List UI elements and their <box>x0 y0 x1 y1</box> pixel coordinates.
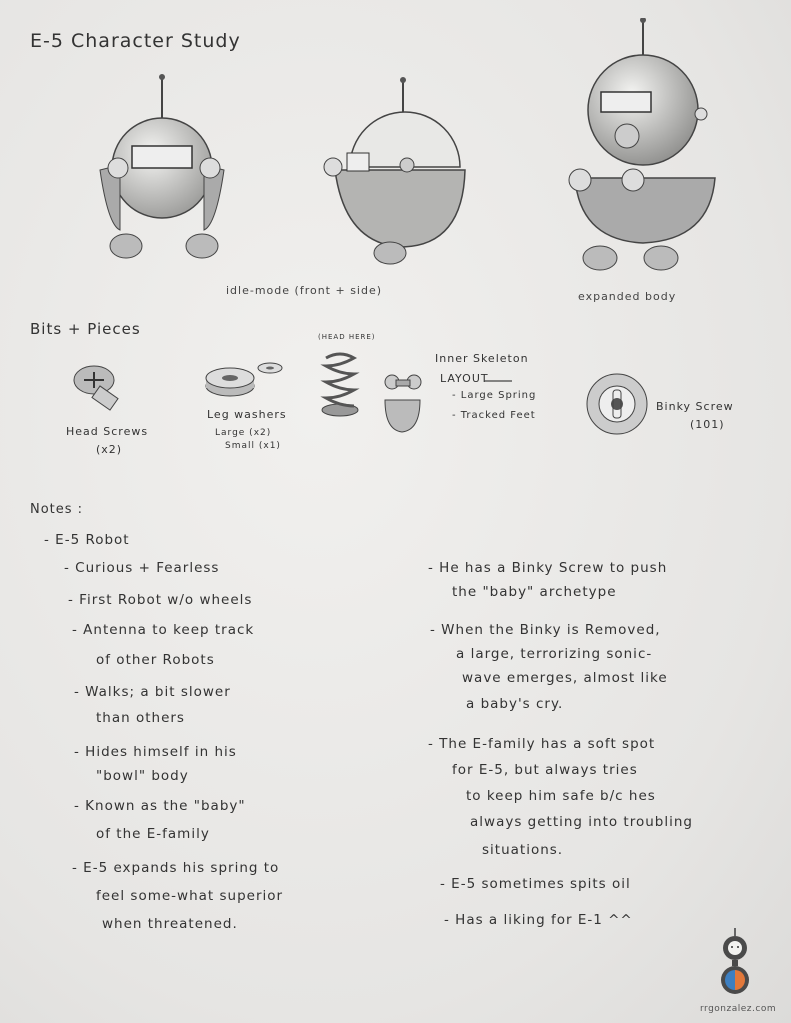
leg-washers-large: Large (x2) <box>215 428 272 438</box>
watermark-text: rrgonzalez.com <box>700 1004 777 1014</box>
note-right-2: - When the Binky is Removed, <box>430 622 661 638</box>
note-right-3: a large, terrorizing sonic- <box>456 646 653 662</box>
note-left-4: of other Robots <box>96 652 215 668</box>
note-right-5: a baby's cry. <box>466 696 564 712</box>
note-right-9: always getting into troubling <box>470 814 693 830</box>
leg-washers-sketch <box>202 352 292 407</box>
notes-heading: Notes : <box>30 502 84 517</box>
note-right-1: the "baby" archetype <box>452 584 617 600</box>
tracked-feet-label: - Tracked Feet <box>452 410 536 421</box>
head-screw-sketch <box>72 360 132 415</box>
spring-sketch <box>318 350 362 420</box>
note-right-6: - The E-family has a soft spot <box>428 736 656 752</box>
binky-screw-sketch <box>585 372 649 436</box>
note-left-9: - Known as the "baby" <box>74 798 246 814</box>
inner-skeleton-sketch <box>380 370 430 436</box>
note-left-6: than others <box>96 710 185 726</box>
note-right-8: to keep him safe b/c hes <box>466 788 656 804</box>
note-right-11: - E-5 sometimes spits oil <box>440 876 631 892</box>
mascot-logo-icon <box>715 928 755 1006</box>
idle-mode-caption: idle-mode (front + side) <box>226 284 383 297</box>
note-left-11: - E-5 expands his spring to <box>72 860 280 876</box>
leg-washers-small: Small (x1) <box>225 441 281 451</box>
note-right-12: - Has a liking for E-1 ^^ <box>444 912 633 928</box>
note-left-1: - Curious + Fearless <box>64 560 220 576</box>
note-left-8: "bowl" body <box>96 768 189 784</box>
layout-label: LAYOUT <box>440 372 489 385</box>
robot-front-sketch <box>90 70 250 270</box>
head-screws-label: Head Screws <box>66 425 149 438</box>
note-left-13: when threatened. <box>102 916 238 932</box>
note-right-7: for E-5, but always tries <box>452 762 638 778</box>
head-here-label: (HEAD HERE) <box>318 333 376 341</box>
expanded-body-caption: expanded body <box>578 290 677 303</box>
binky-screw-label: Binky Screw <box>656 400 734 413</box>
leg-washers-label: Leg washers <box>207 408 287 421</box>
note-left-10: of the E-family <box>96 826 210 842</box>
note-left-2: - First Robot w/o wheels <box>68 592 253 608</box>
layout-underline <box>484 379 514 383</box>
note-right-4: wave emerges, almost like <box>462 670 668 686</box>
note-left-12: feel some-what superior <box>96 888 284 904</box>
robot-side-sketch <box>315 75 475 275</box>
note-right-10: situations. <box>482 842 564 858</box>
note-left-0: - E-5 Robot <box>44 532 130 548</box>
head-screws-qty: (x2) <box>96 443 123 456</box>
note-right-0: - He has a Binky Screw to push <box>428 560 668 576</box>
bits-pieces-heading: Bits + Pieces <box>30 320 141 338</box>
robot-expanded-sketch <box>565 18 725 283</box>
note-left-7: - Hides himself in his <box>74 744 237 760</box>
binky-screw-qty: (101) <box>690 418 725 431</box>
note-left-3: - Antenna to keep track <box>72 622 255 638</box>
page-title: E-5 Character Study <box>30 30 241 52</box>
note-left-5: - Walks; a bit slower <box>74 684 231 700</box>
inner-skeleton-label: Inner Skeleton <box>435 352 529 365</box>
large-spring-label: - Large Spring <box>452 390 537 401</box>
